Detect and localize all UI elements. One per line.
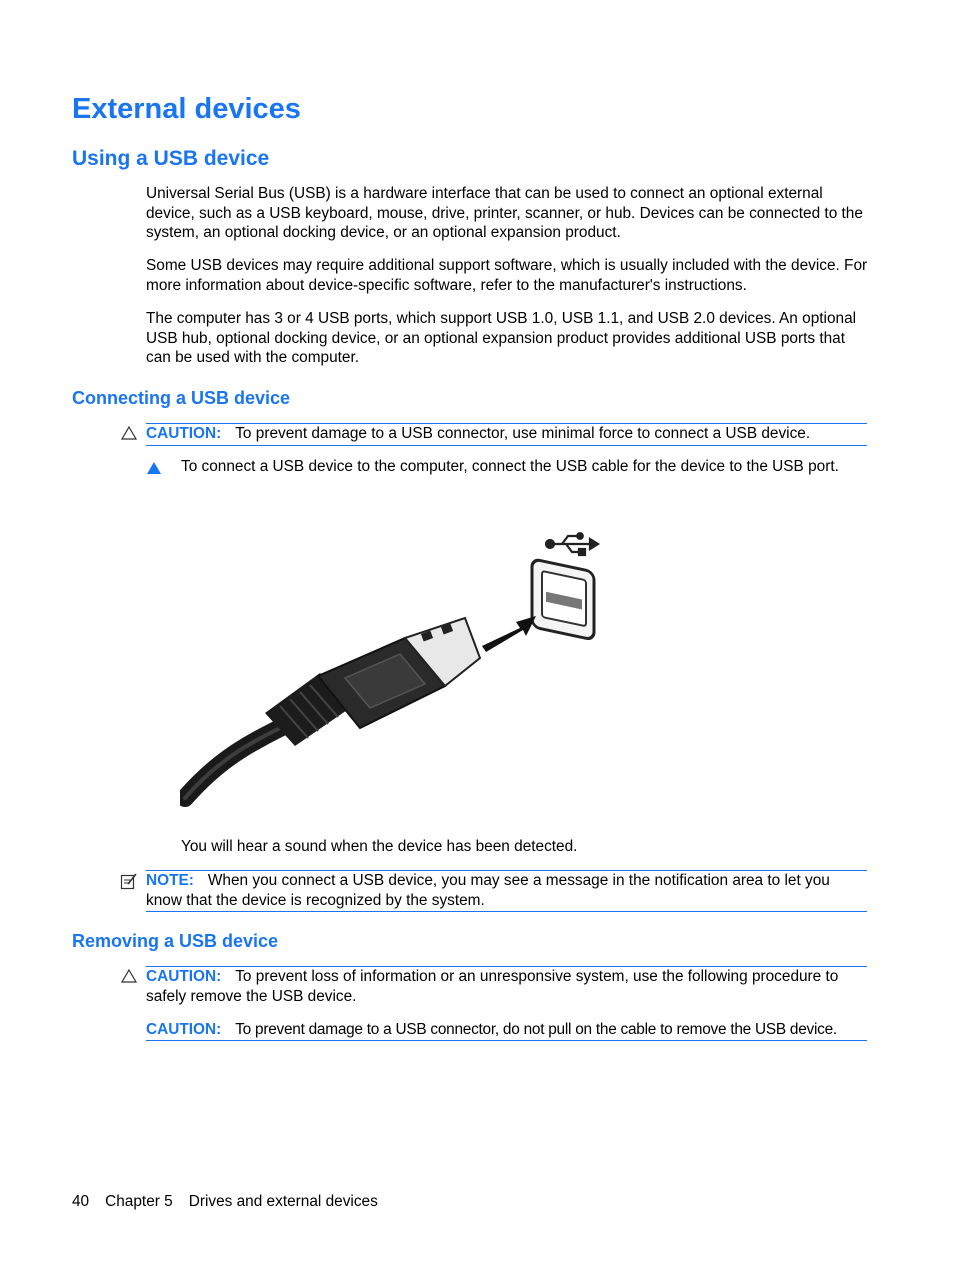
paragraph-usb-intro (146, 184, 868, 243)
step-triangle-icon (146, 460, 162, 481)
caution-row (146, 1020, 867, 1041)
caution-box-connect (146, 423, 867, 446)
caution-label: CAUTION: (146, 1021, 222, 1039)
page-title: External devices (72, 93, 301, 125)
chapter-title: Drives and external devices (188, 1193, 378, 1210)
caution-label: CAUTION: (146, 425, 222, 442)
chapter-number: Chapter 5 (105, 1193, 173, 1210)
paragraph-text: The computer has 3 or 4 USB ports, which support USB 1.0, USB 1.1, and USB 2.0 devices. An optional USB hub, optional docking device, or an optional expansion product provides additional USB ports that can be used with the computer. (146, 310, 857, 367)
caution-row (146, 967, 867, 1007)
section-heading-connecting: Connecting a USB device (72, 388, 291, 408)
caution-icon (121, 425, 137, 446)
paragraph-text: Universal Serial Bus (USB) is a hardware interface that can be used to connect an optional external device, such as a USB keyboard, mouse, drive, printer, scanner, or hub. Devices can be connected to the system, an optional docking device, or an optional expansion product. (146, 185, 863, 242)
page-number: 40 (72, 1193, 90, 1210)
insert-arrow-icon (482, 616, 536, 652)
detection-sound-text: You will hear a sound when the device has been detected. (181, 838, 578, 855)
note-text: When you connect a USB device, you may see a message in the notification area to let you know that the device is recognized by the system. (146, 872, 830, 909)
note-row (146, 871, 867, 911)
note-pencil-icon (120, 872, 138, 895)
caution-box-remove (146, 966, 867, 1041)
usb-connector-illustration (180, 528, 610, 808)
caution-row (146, 424, 867, 445)
usb-port (532, 559, 594, 640)
paragraph-support-software (146, 256, 868, 295)
caution-text: To prevent damage to a USB connector, use minimal force to connect a USB device. (235, 425, 811, 442)
page-footer (72, 1192, 394, 1212)
section-heading-using-usb: Using a USB device (72, 147, 270, 170)
note-label: NOTE: (146, 872, 194, 889)
paragraph-usb-ports (146, 309, 868, 368)
caution-icon (121, 968, 137, 989)
usb-symbol-icon (546, 533, 598, 555)
caution-text: To prevent loss of information or an unresponsive system, use the following procedure to safely remove the USB device. (146, 968, 839, 1005)
caution-label: CAUTION: (146, 968, 222, 985)
paragraph-text: Some USB devices may require additional support software, which is usually included with the device. For more information about device-specific software, refer to the manufacturer's instructions. (146, 257, 868, 294)
section-heading-removing: Removing a USB device (72, 931, 279, 951)
note-box (146, 870, 867, 912)
usb-plug (265, 618, 480, 746)
caution-text: To prevent damage to a USB connector, do not pull on the cable to remove the USB device. (235, 1021, 837, 1039)
step-connect-usb: To connect a USB device to the computer, connect the USB cable for the device to the USB port. (181, 458, 839, 475)
